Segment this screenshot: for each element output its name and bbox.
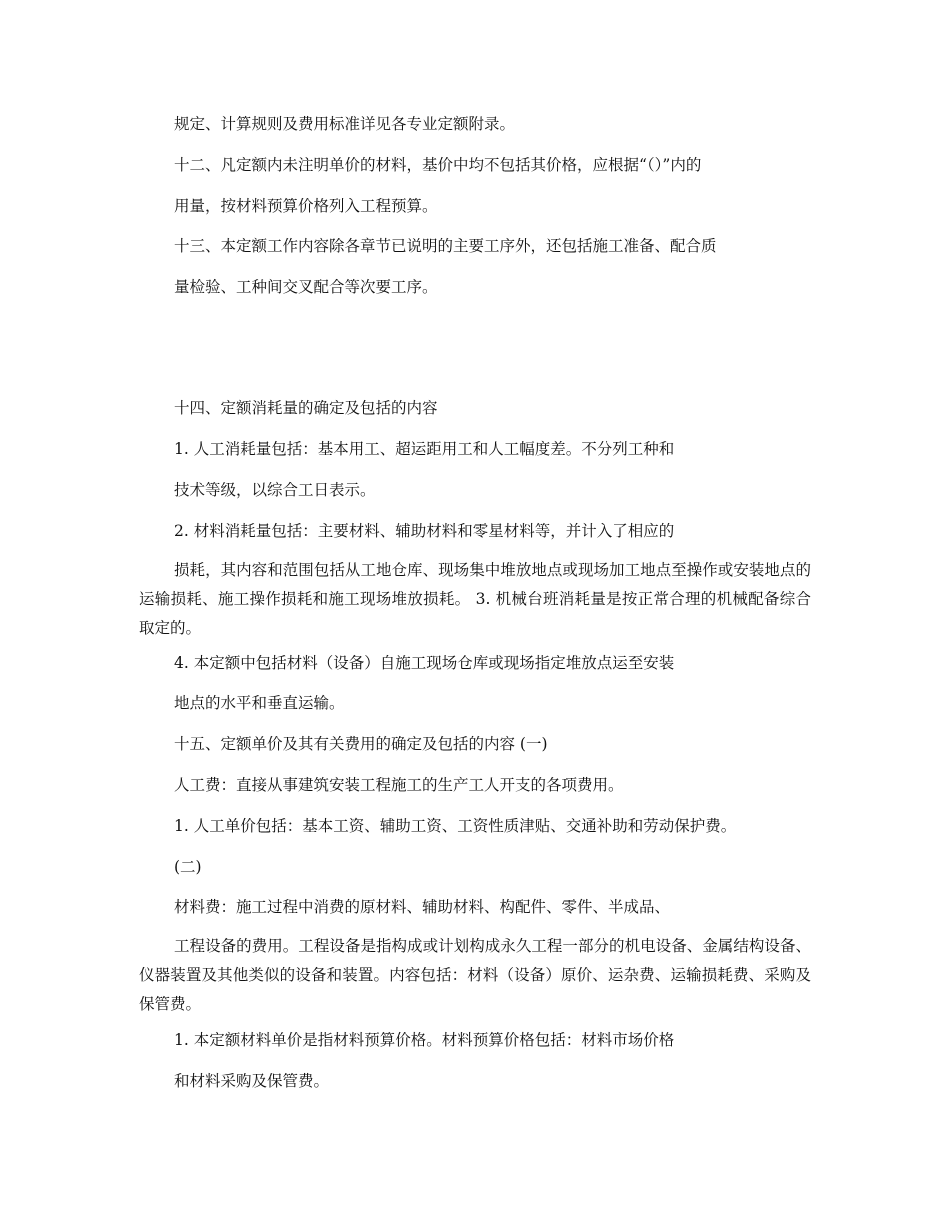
section-13-line-2: 量检验、工种间交叉配合等次要工序。 xyxy=(174,278,438,296)
section-13-line-1: 十三、本定额工作内容除各章节已说明的主要工序外，还包括施工准备、配合质 xyxy=(174,237,717,255)
material-cost-paragraph: 工程设备的费用。工程设备是指构成或计划构成永久工程一部分的机电设备、金属结构设备、仪器装置及其他类似的设备和装置。内容包括：材料（设备）原价、运杂费、运输损耗费、采购及保管费。 xyxy=(139,937,811,1013)
material-cost-line: 材料费：施工过程中消费的原材料、辅助材料、构配件、零件、半成品、 xyxy=(174,898,671,916)
material-item-1-line-1: 1. 本定额材料单价是指材料预算价格。材料预算价格包括：材料市场价格 xyxy=(174,1031,675,1049)
section-12-line-2: 用量，按材料预算价格列入工程预算。 xyxy=(174,197,438,215)
material-item-1-line-2: 和材料采购及保管费。 xyxy=(174,1072,330,1090)
section-12-line-1: 十二、凡定额内未注明单价的材料，基价中均不包括其价格，应根据“（）”内的 xyxy=(174,156,702,174)
item-1-line-1: 1. 人工消耗量包括：基本用工、超运距用工和人工幅度差。不分列工种和 xyxy=(174,440,675,458)
item-4-line-2: 地点的水平和垂直运输。 xyxy=(174,694,345,712)
section-15-heading: 十五、定额单价及其有关费用的确定及包括的内容 (一) xyxy=(174,735,548,753)
labor-item-1-line: 1. 人工单价包括：基本工资、辅助工资、工资性质津贴、交通补助和劳动保护费。 xyxy=(174,817,737,835)
item-2-line-1: 2. 材料消耗量包括：主要材料、辅助材料和零星材料等，并计入了相应的 xyxy=(174,522,675,540)
section-14-heading: 十四、定额消耗量的确定及包括的内容 xyxy=(174,399,438,417)
text-line: 规定、计算规则及费用标准详见各专业定额附录。 xyxy=(174,115,516,133)
subsection-2-label: (二) xyxy=(174,858,202,876)
item-2-paragraph: 损耗，其内容和范围包括从工地仓库、现场集中堆放地点或现场加工地点至操作或安装地点的运输损耗、施工操作损耗和施工现场堆放损耗。 3. 机械台班消耗量是按正常合理的机械配备综合取定的。 xyxy=(139,561,811,637)
labor-cost-line: 人工费：直接从事建筑安装工程施工的生产工人开支的各项费用。 xyxy=(174,776,624,794)
item-1-line-2: 技术等级，以综合工日表示。 xyxy=(174,481,376,499)
item-4-line-1: 4. 本定额中包括材料（设备）自施工现场仓库或现场指定堆放点运至安装 xyxy=(174,654,675,672)
